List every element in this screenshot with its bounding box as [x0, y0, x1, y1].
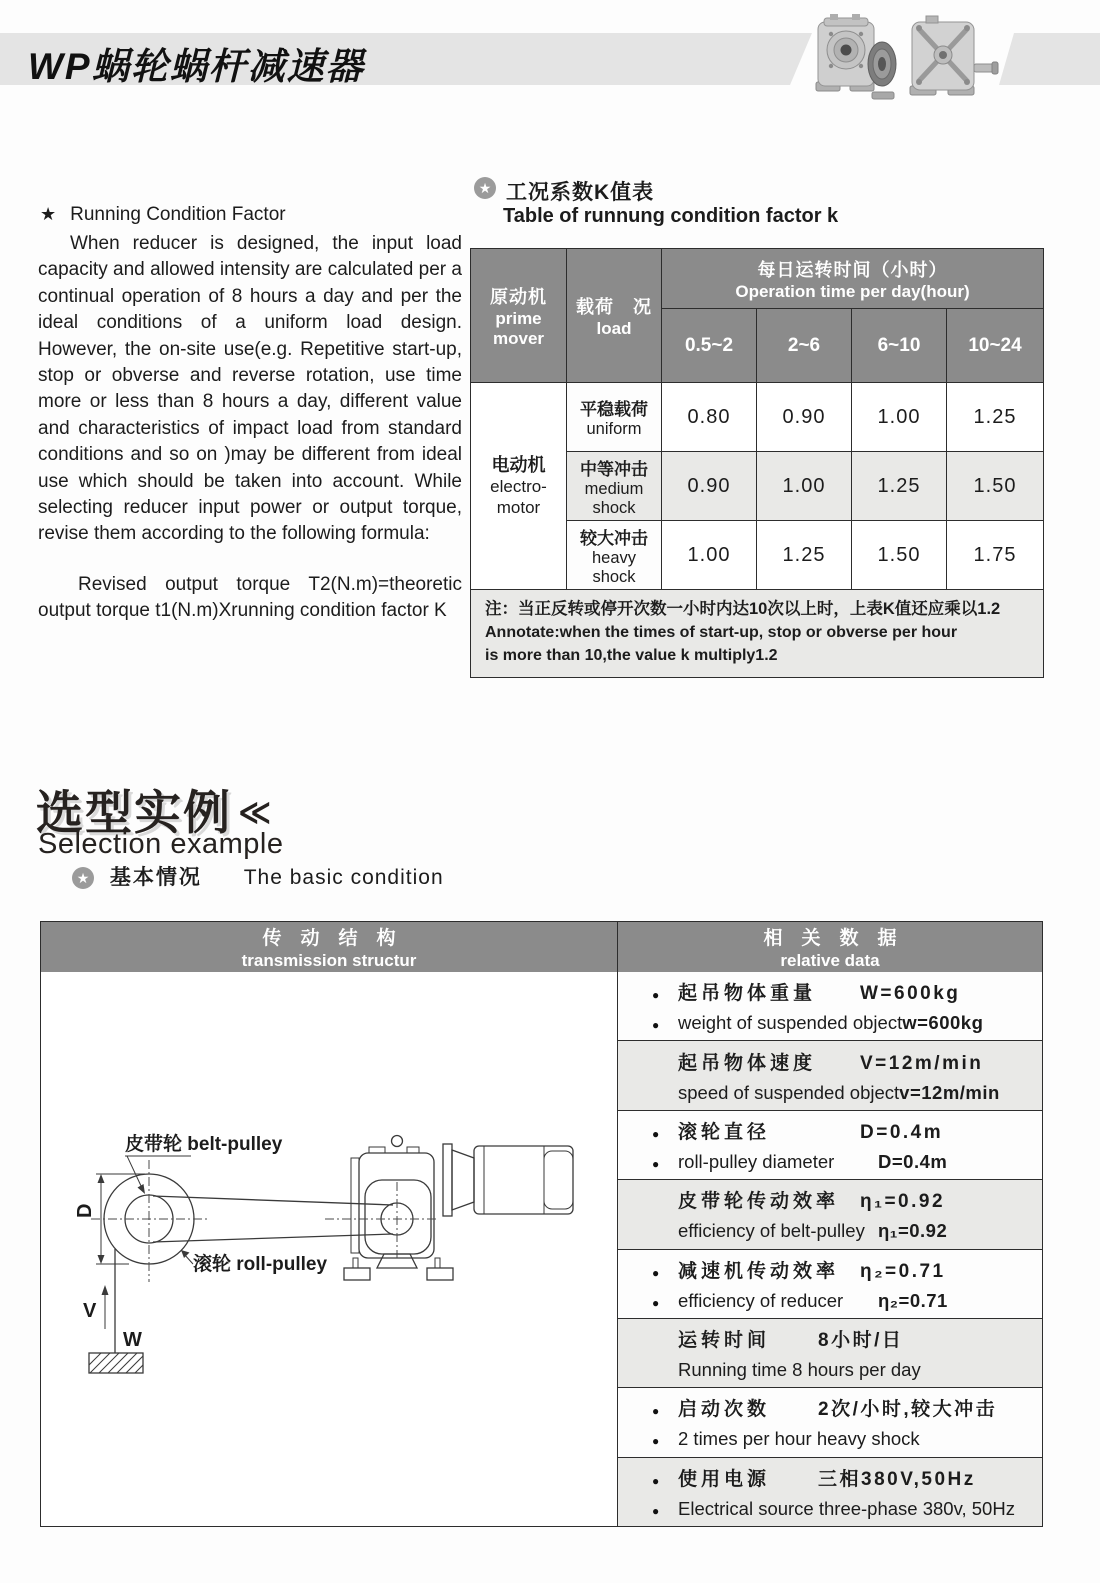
header-relative-data: 相 关 数 据 relative data	[763, 928, 897, 970]
row-weight: ● 起吊物体重量 W=600kg ● weight of suspended object w=600kg	[618, 972, 1042, 1041]
k-table-title-en: Table of runnung condition factor k	[503, 205, 839, 227]
dimension-w-label: W	[123, 1329, 142, 1351]
k-value: 1.25	[757, 521, 852, 590]
gearbox-image-front	[816, 14, 896, 99]
load-cell-medium-shock: 中等冲击 medium shock	[567, 452, 662, 521]
k-value: 1.00	[757, 452, 852, 521]
reducer-drawing	[325, 1136, 573, 1281]
basic-condition-en: The basic condition	[243, 866, 444, 889]
k-value: 0.90	[662, 452, 757, 521]
k-value: 1.75	[947, 521, 1044, 590]
bullet-icon: ●	[652, 1265, 660, 1280]
header-cell-operation-time: 每日运转时间（小时） Operation time per day(hour)	[662, 249, 1044, 309]
k-factor-table	[470, 248, 1044, 678]
running-condition-heading-text: Running Condition Factor	[70, 204, 286, 225]
k-value: 0.90	[757, 383, 852, 452]
row-roll-diameter: ● 滚轮直径 D=0.4m ● roll-pulley diameter D=0.4m	[618, 1111, 1042, 1180]
relative-data-rows	[618, 972, 1042, 1526]
header-cell-load: 载荷 况 load	[567, 249, 662, 383]
star-badge-icon: ★	[72, 867, 94, 889]
bullet-icon: ●	[652, 1503, 660, 1518]
row-electrical-source: ● 使用电源 三相380V,50Hz ● Electrical source three-phase 380v, 50Hz	[618, 1458, 1042, 1526]
k-table-note: 注：当正反转或停开次数一小时内达10次以上时，上表K值还应乘以1.2 Annotate:when the times of start-up, stop or obverse per hour is more than 10,the value k multiply1.2	[471, 590, 1044, 678]
group-cell-electromotor: 电动机 electro- motor	[471, 383, 567, 590]
dimension-d-label: D	[74, 1203, 96, 1218]
row-start-times: ● 启动次数 2次/小时,较大冲击 ● 2 times per hour heavy shock	[618, 1388, 1042, 1457]
star-badge-icon: ★	[474, 177, 496, 199]
gearbox-image-pair	[806, 8, 1016, 112]
bullet-icon: ●	[652, 1404, 660, 1419]
running-condition-paragraph: When reducer is designed, the input load capacity and allowed intensity are calculated per a continual operation of 8 hours a day and per the ideal conditions of a uniform load design. However, the on-site use(e.g. Repetitive start-up, stop or obverse and reverse rotation, use time more or less than 8 hours a day, different value and characteristics of impact load from standard conditions and so on )may be different from ideal use which should be taken into account. While selecting reducer input power or output torque, revise them according to the following formula:	[38, 233, 462, 545]
header-cell-col-1: 2~6	[757, 309, 852, 383]
black-star-icon: ★	[40, 204, 57, 224]
load-cell-heavy-shock: 较大冲击 heavy shock	[567, 521, 662, 590]
bullet-icon: ●	[652, 1473, 660, 1488]
k-table-title-zh: 工况系数K值表	[506, 181, 655, 204]
basic-condition-zh: 基本情况	[109, 866, 202, 889]
selection-example-table	[40, 921, 1043, 1527]
selection-example-title-zh: 选型实例 ≪	[36, 786, 274, 839]
running-condition-heading	[40, 204, 460, 226]
belt-pulley-label: 皮带轮 belt-pulley	[125, 1134, 283, 1155]
bullet-icon: ●	[652, 1126, 660, 1141]
pulley-reducer-drawing	[41, 972, 618, 1528]
running-condition-formula: Revised output torque T2(N.m)=theoretic output torque t1(N.m)Xrunning condition factor K	[38, 574, 462, 622]
product-photos	[806, 8, 1016, 112]
k-value: 1.50	[852, 521, 947, 590]
double-angle-mark: ≪	[238, 794, 274, 830]
gearbox-image-angled	[910, 16, 998, 95]
bullet-icon: ●	[652, 1295, 660, 1310]
k-value: 1.25	[947, 383, 1044, 452]
header-cell-col-3: 10~24	[947, 309, 1044, 383]
bullet-icon: ●	[652, 988, 660, 1003]
row-running-time: 运转时间 8小时/日 Running time 8 hours per day	[618, 1319, 1042, 1388]
k-value: 1.50	[947, 452, 1044, 521]
bullet-icon: ●	[652, 1018, 660, 1033]
dimension-v-label: V	[83, 1300, 97, 1322]
header-cell-col-2: 6~10	[852, 309, 947, 383]
bullet-icon: ●	[652, 1434, 660, 1449]
selection-table-header	[41, 922, 1042, 972]
roll-pulley-label: 滚轮 roll-pulley	[193, 1254, 328, 1275]
transmission-structure-diagram	[41, 972, 618, 1526]
load-cell-uniform: 平稳载荷 uniform	[567, 383, 662, 452]
header-transmission-structure: 传 动 结 构 transmission structur	[41, 922, 618, 972]
selection-example-title-en: Selection example	[38, 828, 284, 860]
bullet-icon: ●	[652, 1156, 660, 1171]
k-value: 0.80	[662, 383, 757, 452]
k-value: 1.00	[852, 383, 947, 452]
k-value: 1.25	[852, 452, 947, 521]
basic-condition-heading	[72, 861, 444, 891]
row-reducer-efficiency: ● 减速机传动效率 η₂=0.71 ● efficiency of reducer η₂=0.71	[618, 1250, 1042, 1319]
row-speed: 起吊物体速度 V=12m/min speed of suspended object v=12m/min	[618, 1041, 1042, 1110]
row-belt-efficiency: 皮带轮传动效率 η₁=0.92 efficiency of belt-pulley η₁=0.92	[618, 1180, 1042, 1249]
header-cell-col-0: 0.5~2	[662, 309, 757, 383]
header-cell-prime-mover: 原动机 prime mover	[471, 249, 567, 383]
k-value: 1.00	[662, 521, 757, 590]
page-title: WP蜗轮蜗杆减速器	[28, 46, 365, 87]
